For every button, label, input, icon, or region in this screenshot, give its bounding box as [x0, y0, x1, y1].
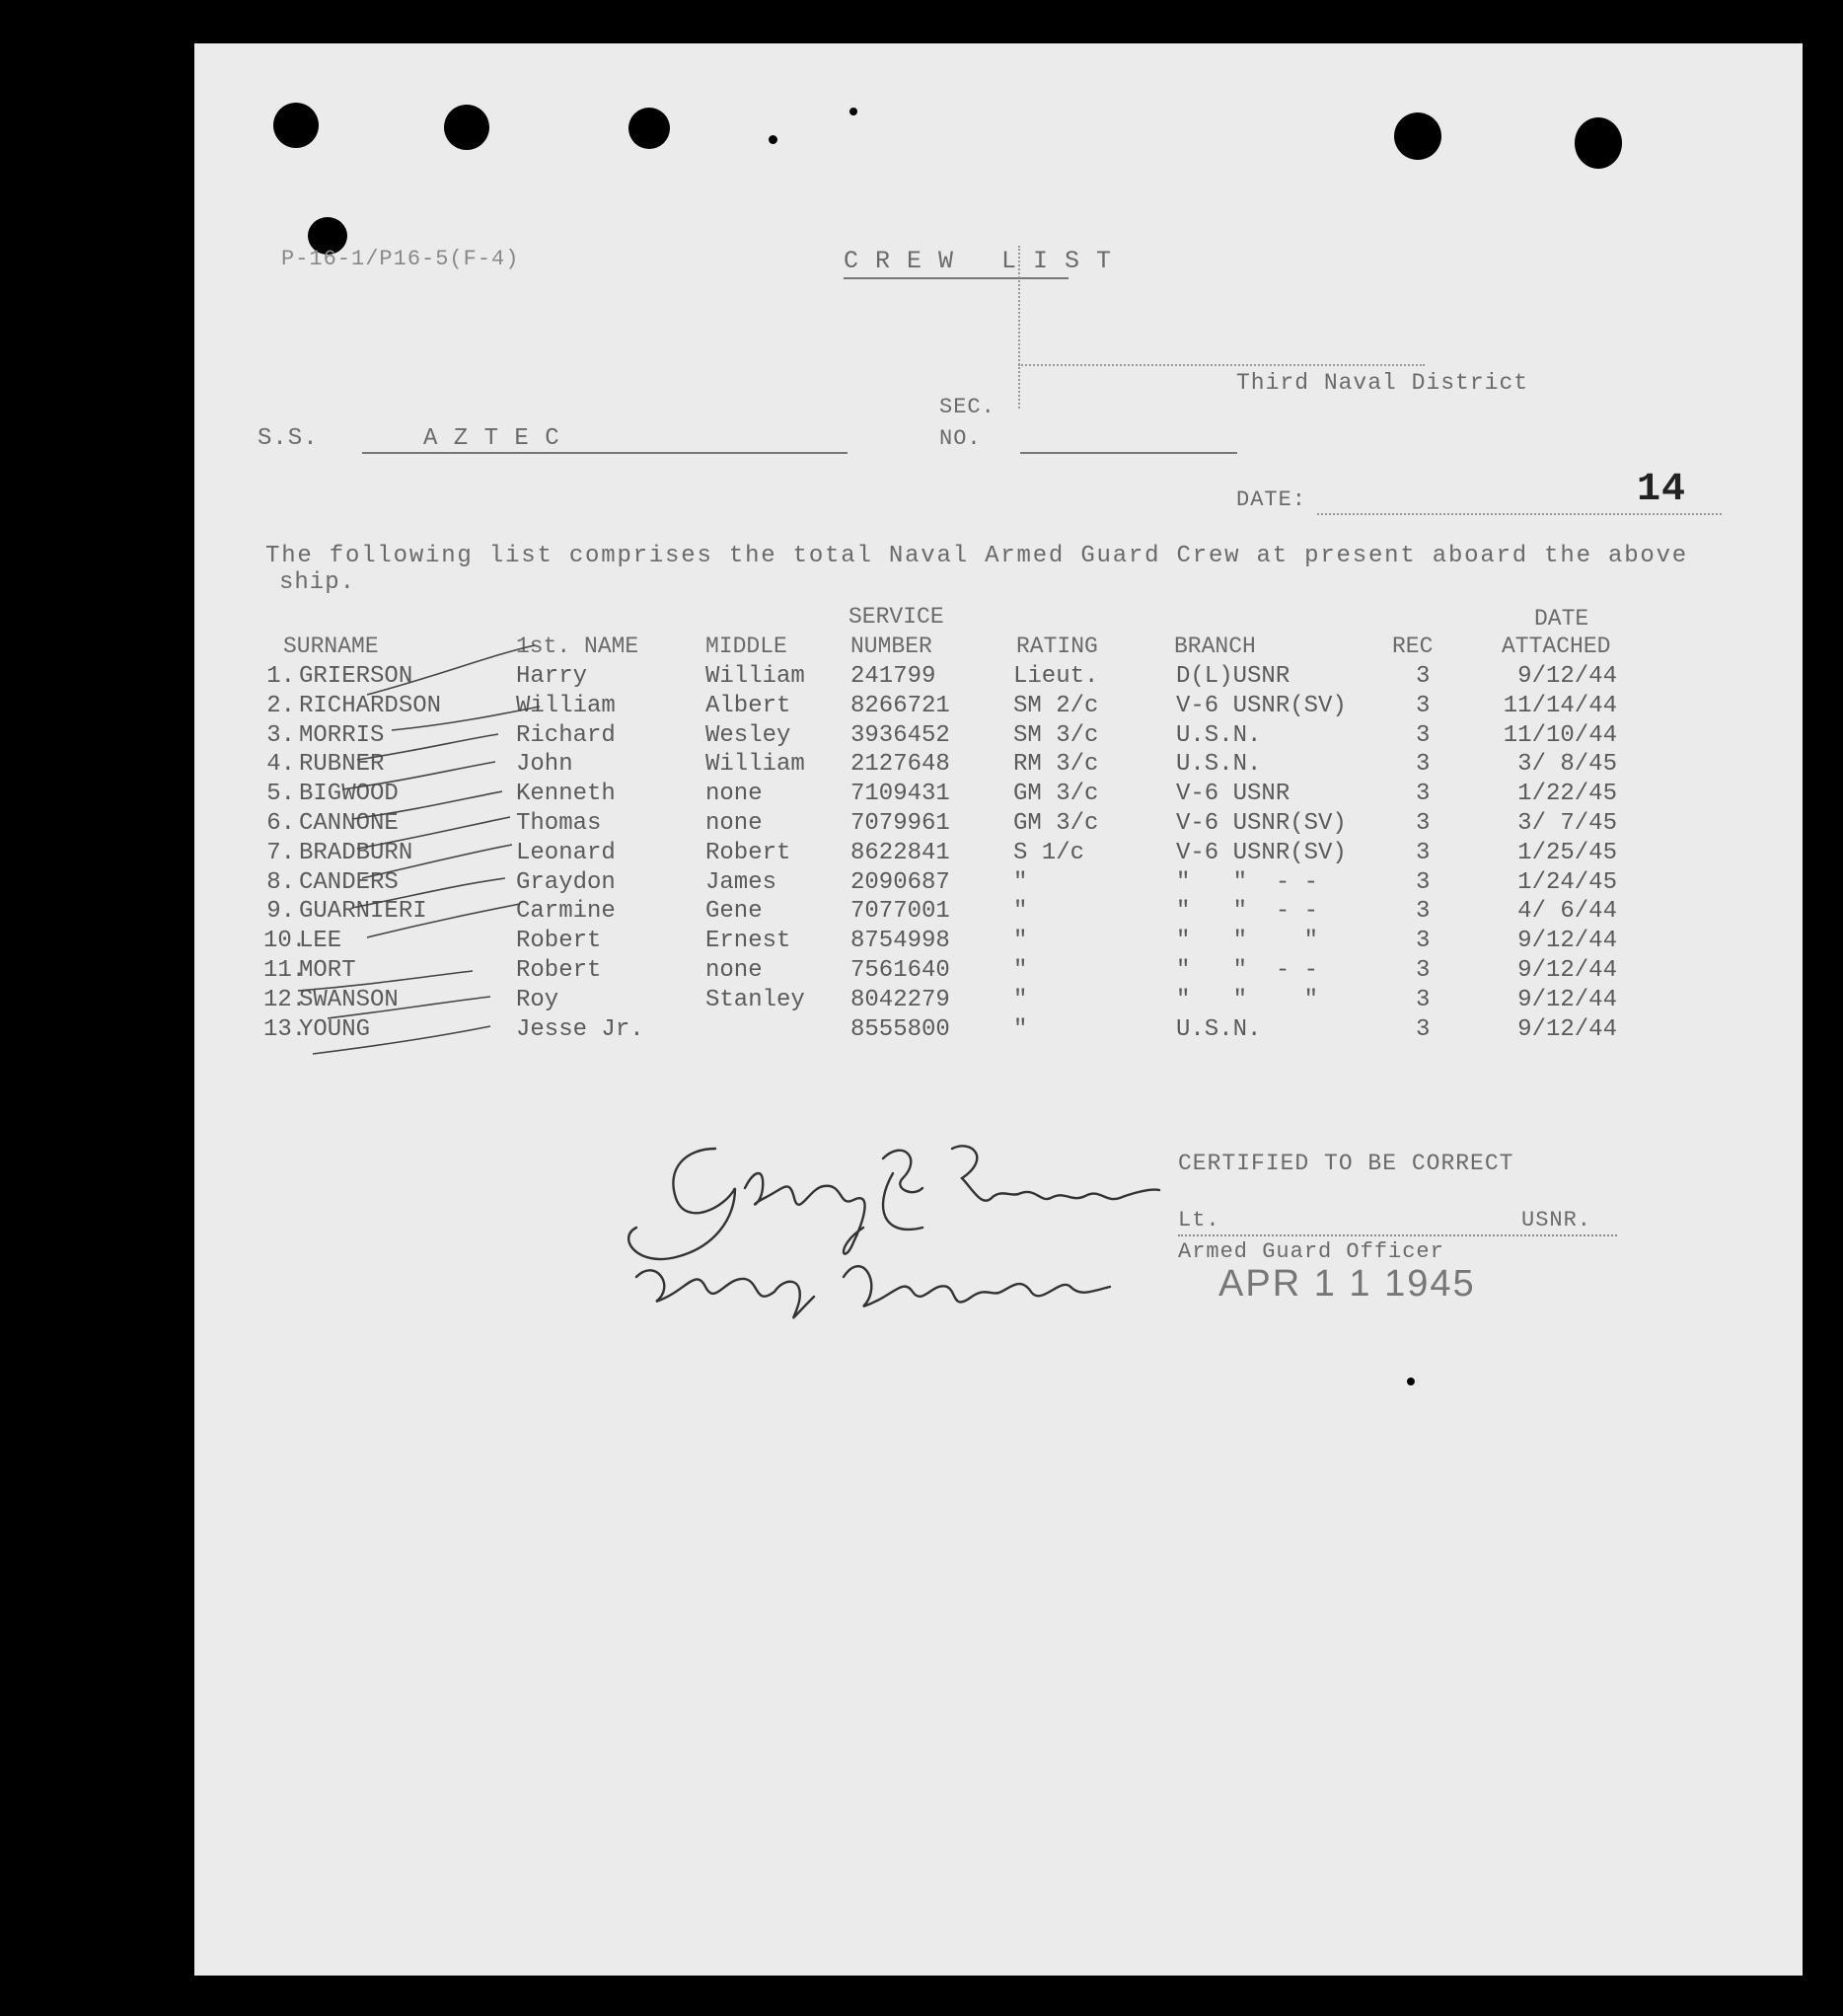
first-name-cell: Thomas [516, 810, 602, 837]
rec-cell: 3 [1416, 1015, 1431, 1043]
date-attached-cell: 11/14/44 [1503, 692, 1617, 719]
rating-cell: RM 3/c [1013, 751, 1099, 779]
header-surname: SURNAME [283, 634, 379, 659]
branch-cell: " " - - [1176, 957, 1319, 984]
rec-cell: 3 [1416, 692, 1431, 719]
middle-name-cell: Gene [705, 898, 763, 926]
date-attached-cell: 9/12/44 [1517, 663, 1617, 690]
ship-prefix: S.S. [258, 425, 319, 452]
row-number: 8. [266, 868, 295, 896]
middle-name-cell: none [705, 957, 763, 984]
rating-cell: " [1013, 957, 1028, 984]
row-number: 4. [266, 751, 295, 779]
middle-name-cell: Albert [705, 692, 791, 719]
date-attached-cell: 1/25/45 [1517, 839, 1617, 866]
rating-cell: " [1013, 1015, 1028, 1043]
service-number-cell: 241799 [850, 663, 936, 690]
surname-cell: CANDERS [299, 868, 399, 896]
surname-cell: RUBNER [299, 751, 385, 779]
row-number: 9. [266, 898, 295, 926]
intro-line-2: ship. [279, 569, 356, 596]
rating-cell: GM 3/c [1013, 810, 1099, 837]
header-branch: BRANCH [1174, 634, 1256, 659]
surname-cell: MORT [299, 957, 356, 984]
first-name-cell: Jesse Jr. [516, 1015, 644, 1043]
branch-cell: U.S.N. [1176, 751, 1262, 779]
date-attached-cell: 1/22/45 [1517, 781, 1617, 808]
branch-cell: V-6 USNR(SV) [1176, 692, 1347, 719]
district-name: Third Naval District [1236, 370, 1529, 396]
rec-cell: 3 [1416, 839, 1431, 866]
service-number-cell: 8622841 [850, 839, 950, 866]
date-attached-cell: 1/24/45 [1517, 868, 1617, 896]
surname-cell: GUARNIERI [299, 898, 427, 926]
rec-cell: 3 [1416, 781, 1431, 808]
header-date-2: ATTACHED [1502, 634, 1611, 659]
date-attached-cell: 9/12/44 [1517, 1015, 1617, 1043]
lt-label: Lt. [1178, 1208, 1220, 1232]
date-attached-cell: 11/10/44 [1503, 721, 1617, 749]
rating-cell: " [1013, 868, 1028, 896]
first-name-cell: William [516, 692, 616, 719]
header-rec: REC [1392, 634, 1434, 659]
first-name-cell: Graydon [516, 868, 616, 896]
handwritten-signature [597, 1129, 1169, 1326]
row-number: 3. [266, 721, 295, 749]
middle-name-cell: none [705, 810, 763, 837]
surname-cell: LEE [299, 928, 342, 955]
rating-cell: Lieut. [1013, 663, 1099, 690]
row-number: 1. [266, 663, 295, 690]
branch-cell: " " " [1176, 986, 1319, 1013]
surname-cell: YOUNG [299, 1015, 371, 1043]
first-name-cell: Leonard [516, 839, 616, 866]
service-number-cell: 2127648 [850, 751, 950, 779]
service-number-cell: 3936452 [850, 721, 950, 749]
rating-cell: SM 2/c [1013, 692, 1099, 719]
certified-label: CERTIFIED TO BE CORRECT [1178, 1151, 1514, 1176]
service-number-cell: 2090687 [850, 868, 950, 896]
middle-name-cell: William [705, 751, 805, 779]
first-name-cell: Richard [516, 721, 616, 749]
surname-cell: GRIERSON [299, 663, 413, 690]
date-attached-cell: 3/ 8/45 [1517, 751, 1617, 779]
branch-cell: V-6 USNR [1176, 781, 1290, 808]
row-number: 2. [266, 692, 295, 719]
branch-cell: U.S.N. [1176, 1015, 1262, 1043]
service-number-cell: 8266721 [850, 692, 950, 719]
row-number: 10. [263, 928, 307, 955]
first-name-cell: Carmine [516, 898, 616, 926]
date-attached-cell: 9/12/44 [1517, 957, 1617, 984]
first-name-cell: John [516, 751, 573, 779]
row-number: 12. [263, 986, 307, 1013]
file-code: P-16-1/P16-5(F-4) [281, 247, 520, 271]
header-first-name: 1st. NAME [516, 634, 639, 659]
date-attached-cell: 9/12/44 [1517, 986, 1617, 1013]
surname-cell: MORRIS [299, 721, 385, 749]
rating-cell: " [1013, 928, 1028, 955]
middle-name-cell: Wesley [705, 721, 791, 749]
branch-cell: D(L)USNR [1176, 663, 1290, 690]
rating-cell: GM 3/c [1013, 781, 1099, 808]
surname-cell: CANNONE [299, 810, 399, 837]
service-number-cell: 7561640 [850, 957, 950, 984]
usnr-label: USNR. [1521, 1208, 1592, 1232]
row-number: 6. [266, 810, 295, 837]
first-name-cell: Robert [516, 928, 602, 955]
signature-line [1178, 1234, 1617, 1236]
date-label: DATE: [1236, 487, 1307, 512]
header-date-1: DATE [1534, 606, 1589, 632]
date-attached-cell: 4/ 6/44 [1517, 898, 1617, 926]
rec-cell: 3 [1416, 928, 1431, 955]
service-number-cell: 8042279 [850, 986, 950, 1013]
document-title: C R E W L I S T [844, 247, 1113, 275]
header-service-2: NUMBER [850, 634, 932, 659]
rec-cell: 3 [1416, 810, 1431, 837]
surname-cell: SWANSON [299, 986, 399, 1013]
branch-cell: V-6 USNR(SV) [1176, 839, 1347, 866]
no-label: NO. [939, 426, 982, 451]
header-rating: RATING [1016, 634, 1098, 659]
service-number-cell: 8754998 [850, 928, 950, 955]
rec-cell: 3 [1416, 986, 1431, 1013]
rec-cell: 3 [1416, 721, 1431, 749]
middle-name-cell: Stanley [705, 986, 805, 1013]
branch-cell: " " " [1176, 928, 1319, 955]
surname-cell: RICHARDSON [299, 692, 442, 719]
middle-name-cell: Robert [705, 839, 791, 866]
received-date-stamp: APR 1 1 1945 [1218, 1263, 1476, 1305]
row-number: 7. [266, 839, 295, 866]
header-service-1: SERVICE [848, 604, 944, 630]
rating-cell: S 1/c [1013, 839, 1085, 866]
date-attached-cell: 3/ 7/45 [1517, 810, 1617, 837]
sec-label: SEC. [939, 395, 995, 419]
row-number: 5. [266, 781, 295, 808]
rec-cell: 3 [1416, 868, 1431, 896]
rating-cell: " [1013, 986, 1028, 1013]
branch-cell: V-6 USNR(SV) [1176, 810, 1347, 837]
rating-cell: SM 3/c [1013, 721, 1099, 749]
document-page [194, 43, 1803, 1976]
date-value: 14 [1637, 468, 1687, 512]
handwritten-strokes [194, 43, 1803, 1976]
row-number: 13. [263, 1015, 307, 1043]
rec-cell: 3 [1416, 663, 1431, 690]
service-number-cell: 8555800 [850, 1015, 950, 1043]
middle-name-cell: James [705, 868, 777, 896]
surname-cell: BIGWOOD [299, 781, 399, 808]
service-number-cell: 7079961 [850, 810, 950, 837]
intro-line-1: The following list comprises the total Naval Armed Guard Crew at present aboard the above [265, 543, 1689, 569]
branch-cell: " " - - [1176, 868, 1319, 896]
rating-cell: " [1013, 898, 1028, 926]
first-name-cell: Kenneth [516, 781, 616, 808]
first-name-cell: Roy [516, 986, 559, 1013]
middle-name-cell: Ernest [705, 928, 791, 955]
service-number-cell: 7109431 [850, 781, 950, 808]
rec-cell: 3 [1416, 751, 1431, 779]
middle-name-cell: William [705, 663, 805, 690]
branch-cell: " " - - [1176, 898, 1319, 926]
ship-name: A Z T E C [423, 425, 560, 452]
rec-cell: 3 [1416, 957, 1431, 984]
first-name-cell: Harry [516, 663, 588, 690]
first-name-cell: Robert [516, 957, 602, 984]
row-number: 11. [263, 957, 307, 984]
service-number-cell: 7077001 [850, 898, 950, 926]
date-attached-cell: 9/12/44 [1517, 928, 1617, 955]
branch-cell: U.S.N. [1176, 721, 1262, 749]
rec-cell: 3 [1416, 898, 1431, 926]
header-middle: MIDDLE [705, 634, 787, 659]
officer-label: Armed Guard Officer [1178, 1239, 1444, 1264]
middle-name-cell: none [705, 781, 763, 808]
surname-cell: BRADBURN [299, 839, 413, 866]
